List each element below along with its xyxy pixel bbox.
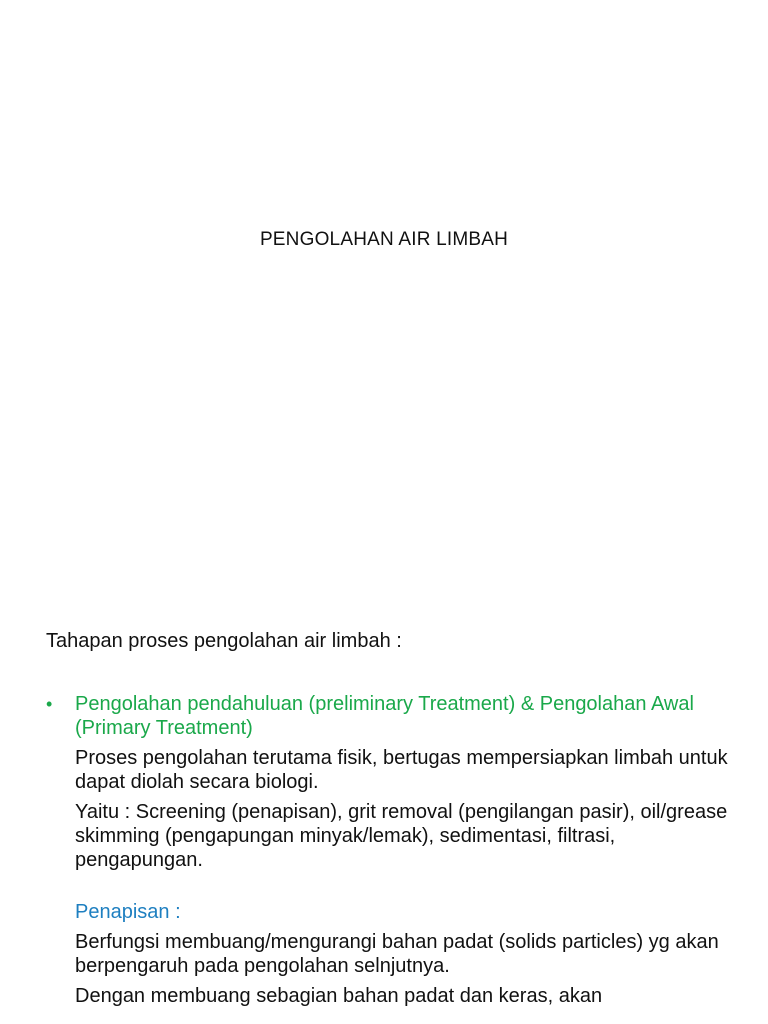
paragraph-function: Berfungsi membuang/mengurangi bahan padat (solids particles) yg akan berpengaruh pada pengolahan selnjutnya. — [75, 931, 719, 977]
content-section — [46, 692, 746, 1008]
bullet-item — [46, 692, 746, 740]
slide-title: PENGOLAHAN AIR LIMBAH — [259, 229, 509, 250]
paragraph-steps: Yaitu : Screening (penapisan), grit removal (pengilangan pasir), oil/grease skimming (pengapungan minyak/lemak), sedimentasi, filtrasi, pengapungan. — [75, 801, 728, 871]
intro-text: Tahapan proses pengolahan air limbah : — [46, 630, 402, 652]
paragraph-continued: Dengan membuang sebagian bahan padat dan keras, akan — [75, 985, 603, 1007]
sub-heading-penapisan: Penapisan : — [75, 901, 181, 923]
bullet-heading: Pengolahan pendahuluan (preliminary Treatment) & Pengolahan Awal (Primary Treatment) — [75, 693, 694, 739]
bullet-icon: • — [46, 694, 53, 714]
paragraph-process: Proses pengolahan terutama fisik, bertugas mempersiapkan limbah untuk dapat diolah secara biologi. — [75, 747, 728, 793]
